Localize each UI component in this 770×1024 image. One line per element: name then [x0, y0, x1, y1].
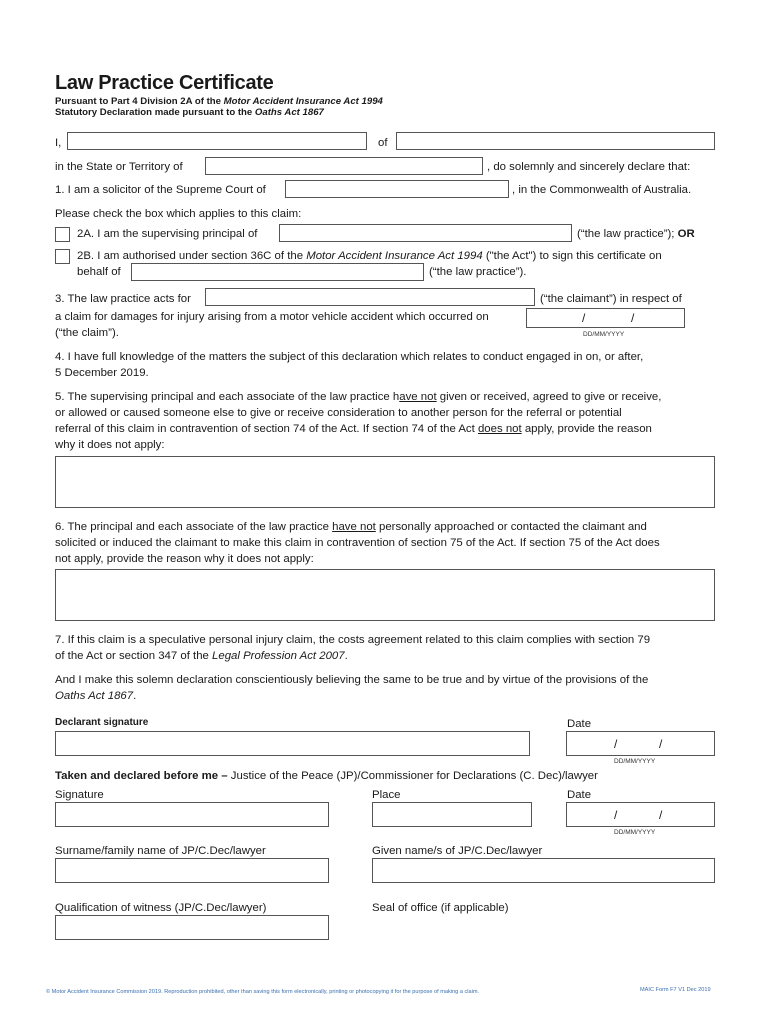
declarant-name-field[interactable]: [67, 132, 367, 150]
item3-line3: (“the claim”).: [55, 327, 119, 339]
surname-field[interactable]: [55, 858, 329, 883]
option-2a-label: 2A. I am the supervising principal of: [77, 228, 258, 240]
qualification-field[interactable]: [55, 915, 329, 940]
footer-form-id: MAIC Form F7 V1 Dec 2019: [640, 987, 711, 993]
option-2a-checkbox[interactable]: [55, 227, 70, 242]
item6-reason-field[interactable]: [55, 569, 715, 621]
option-2b-suffix: (“the law practice”).: [429, 266, 527, 278]
witness-date-slash-2: /: [659, 808, 663, 822]
solemn-declaration-text: And I make this solemn declaration conscientiously believing the same to be true and by virtue of the provisions of the Oaths Act 1867.: [55, 674, 649, 702]
surname-label: Surname/family name of JP/C.Dec/lawyer: [55, 845, 266, 857]
declarant-date-slash-1: /: [614, 737, 618, 751]
item1-suffix: , in the Commonwealth of Australia.: [512, 184, 692, 196]
witness-date-field[interactable]: [566, 802, 715, 827]
claimant-suffix: (“the claimant”) in respect of: [540, 293, 682, 305]
subtitle-line-2: Statutory Declaration made pursuant to the Oaths Act 1867: [55, 107, 324, 118]
accident-date-format: DD/MM/YYYY: [583, 331, 625, 338]
given-name-label: Given name/s of JP/C.Dec/lawyer: [372, 845, 543, 857]
item6-text: 6. The principal and each associate of the law practice have not personally approached or contacted the claimant and solicited or induced the claimant to make this claim in contravention of section 75 of the Act. If section 75 of the Act does not apply, provide the reason why it does not apply:: [55, 521, 660, 565]
option-2b-text: 2B. I am authorised under section 36C of the Motor Accident Insurance Act 1994 ("the Act") to sign this certificate on: [77, 250, 662, 262]
subtitle-line-1: Pursuant to Part 4 Division 2A of the Motor Accident Insurance Act 1994: [55, 96, 383, 107]
supreme-court-field[interactable]: [285, 180, 509, 198]
declarant-date-format: DD/MM/YYYY: [614, 758, 656, 765]
state-field[interactable]: [205, 157, 483, 175]
item5-reason-field[interactable]: [55, 456, 715, 508]
declarant-signature-label: Declarant signature: [55, 717, 149, 728]
declare-text: , do solemnly and sincerely declare that:: [487, 161, 691, 173]
item3-label: 3. The law practice acts for: [55, 293, 191, 305]
given-name-field[interactable]: [372, 858, 715, 883]
declarant-signature-field[interactable]: [55, 731, 530, 756]
state-label: in the State or Territory of: [55, 161, 183, 173]
witness-signature-label: Signature: [55, 789, 104, 801]
footer-copyright: © Motor Accident Insurance Commission 2019. Reproduction prohibited, other than saving this form electronically, printing or photocopying it for the purpose of making a claim.: [46, 989, 480, 995]
law-practice-2a-field[interactable]: [279, 224, 572, 242]
item7-text: 7. If this claim is a speculative personal injury claim, the costs agreement related to this claim complies with section 79 of the Act or section 347 of the Legal Profession Act 2007.: [55, 634, 651, 662]
claimant-field[interactable]: [205, 288, 535, 306]
qualification-label: Qualification of witness (JP/C.Dec/lawyer): [55, 902, 267, 914]
page-title: Law Practice Certificate: [55, 72, 274, 94]
option-2a-suffix: (“the law practice”); OR: [577, 228, 695, 240]
item5-text: 5. The supervising principal and each associate of the law practice have not given or received, agreed to give or receive, or allowed or caused someone else to give or receive consideration to another person for the referral or potential referral of this claim in contravention of section 74 of the Act. If section 74 of the Act does not apply, provide the reason why it does not apply:: [55, 391, 662, 451]
witness-date-label: Date: [567, 789, 592, 801]
accident-date-slash-1: /: [582, 311, 586, 325]
accident-date-slash-2: /: [631, 311, 635, 325]
seal-label: Seal of office (if applicable): [372, 902, 509, 914]
item3-line2: a claim for damages for injury arising from a motor vehicle accident which occurred on: [55, 311, 489, 323]
witness-date-slash-1: /: [614, 808, 618, 822]
accident-date-field[interactable]: [526, 308, 685, 328]
check-instruction: Please check the box which applies to this claim:: [55, 208, 302, 220]
item4-text: 4. I have full knowledge of the matters the subject of this declaration which relates to conduct engaged in on, or after, 5 December 2019.: [55, 351, 644, 379]
item1-label: 1. I am a solicitor of the Supreme Court of: [55, 184, 266, 196]
of-label: of: [378, 137, 388, 149]
place-field[interactable]: [372, 802, 532, 827]
law-practice-2b-field[interactable]: [131, 263, 424, 281]
declarant-address-field[interactable]: [396, 132, 715, 150]
option-2b-checkbox[interactable]: [55, 249, 70, 264]
declarant-date-slash-2: /: [659, 737, 663, 751]
i-label: I,: [55, 137, 62, 149]
witness-signature-field[interactable]: [55, 802, 329, 827]
option-2b-line2: behalf of: [77, 266, 121, 278]
witness-date-format: DD/MM/YYYY: [614, 829, 656, 836]
declarant-date-label: Date: [567, 718, 592, 730]
declarant-date-field[interactable]: [566, 731, 715, 756]
witness-heading: Taken and declared before me – Justice of the Peace (JP)/Commissioner for Declarations (C. Dec)/lawyer: [55, 770, 598, 782]
place-label: Place: [372, 789, 401, 801]
